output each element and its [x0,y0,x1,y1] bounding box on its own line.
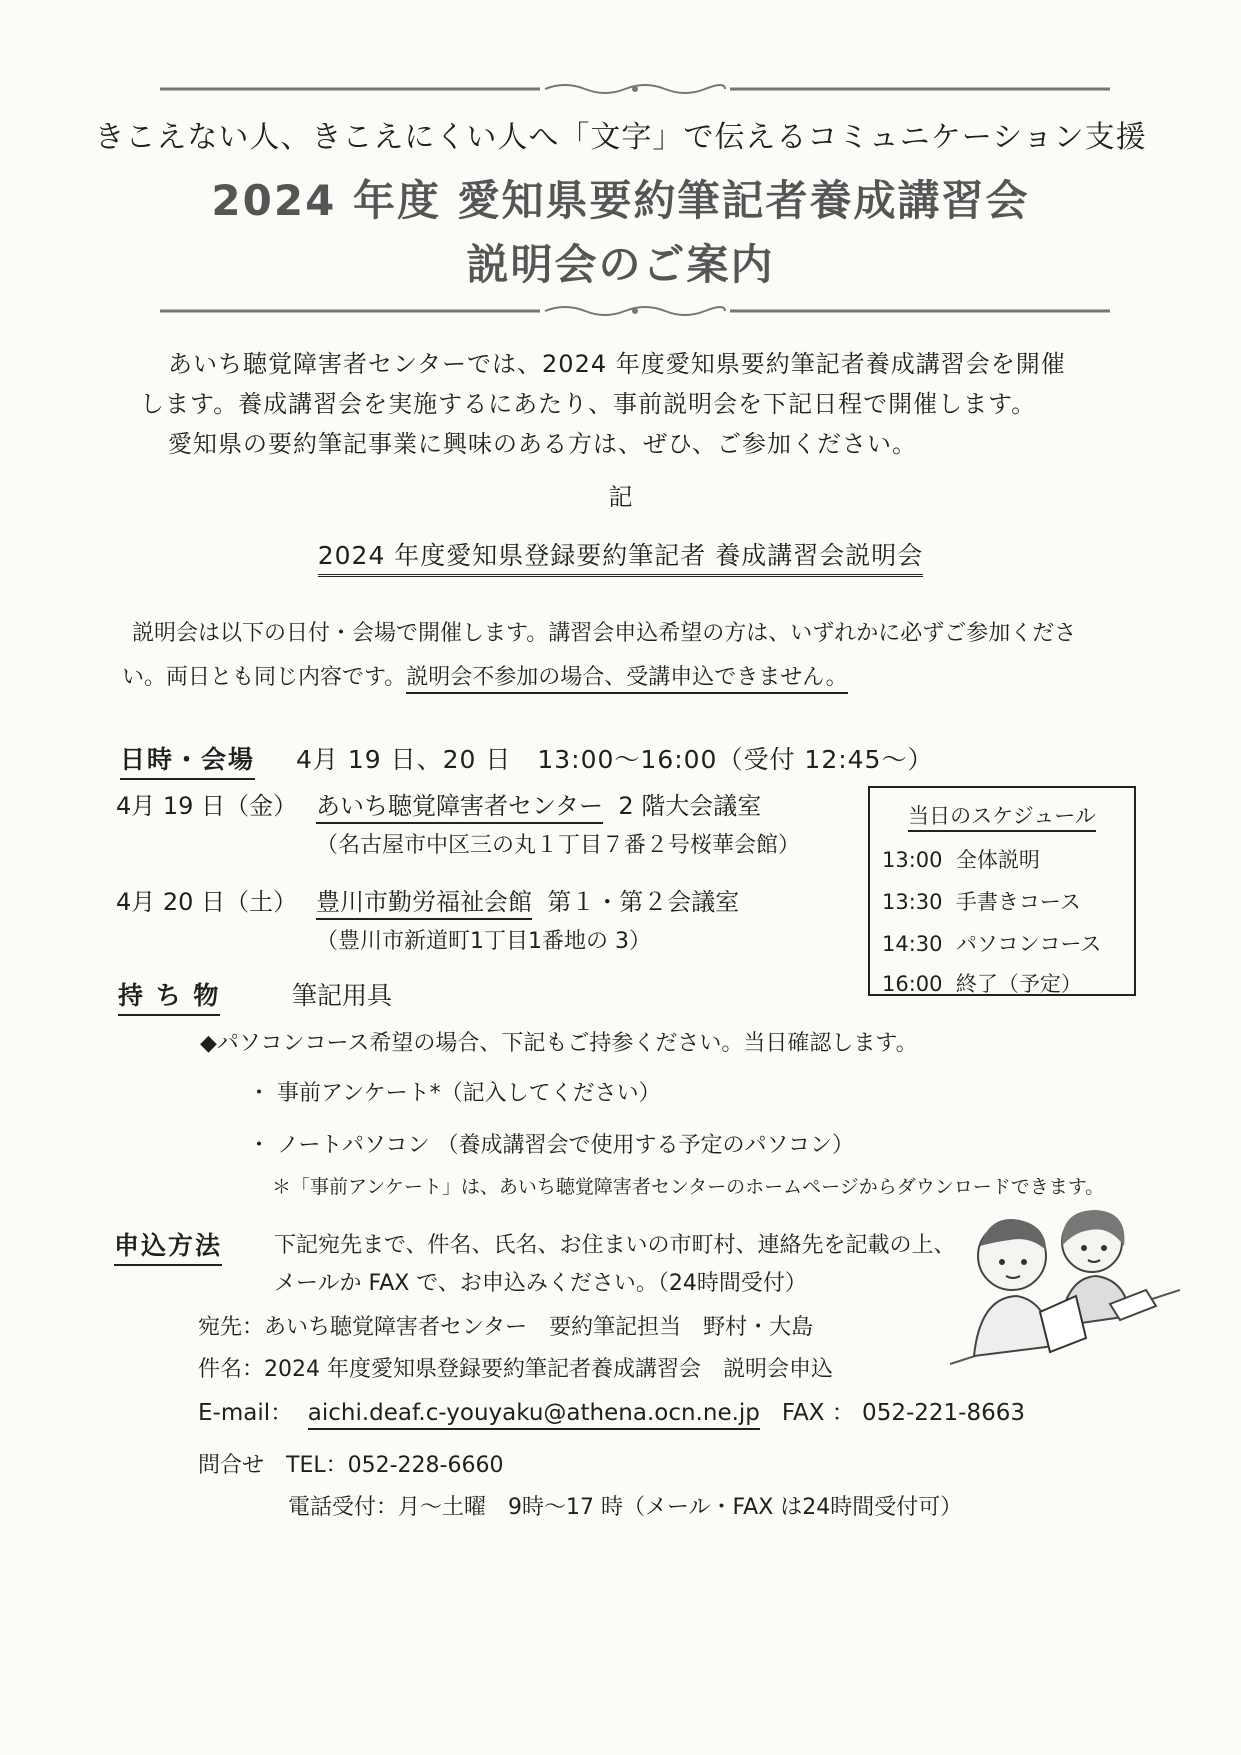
apply-line1: 下記宛先まで、件名、氏名、お住まいの市町村、連絡先を記載の上、 [274,1233,956,1258]
schedule-row: 13:00 全体説明 [882,848,1040,872]
day1-venue: あいち聴覚障害者センター 2 階大会議室 [316,786,761,821]
intro-line3: 愛知県の要約筆記事業に興味のある方は、ぜひ、ご参加ください。 [168,430,918,458]
day2-venue: 豊川市勤労福祉会館 第１・第２会議室 [316,882,739,917]
page-title-line1: 2024 年度 愛知県要約筆記者養成講習会 [211,176,1030,225]
subtitle: きこえない人、きこえにくい人へ「文字」で伝えるコミュニケーション支援 [94,120,1147,155]
datetime-summary: 4月 19 日、20 日 13:00～16:00（受付 12:45～） [296,745,934,774]
item-survey: ・ 事前アンケート*（記入してください） [248,1081,661,1106]
page-title-line2: 説明会のご案内 [466,240,775,289]
email-link[interactable]: aichi.deaf.c-youyaku@athena.ocn.ne.jp [308,1400,760,1430]
apply-line2: メールか FAX で、お申込みください。（24時間受付） [274,1271,807,1296]
day1-address: （名古屋市中区三の丸１丁目７番２号桜華会館） [316,833,801,858]
schedule-title: 当日のスケジュール [870,800,1134,830]
schedule-row: 16:00 終了（予定） [882,972,1082,996]
schedule-row: 13:30 手書きコース [882,890,1081,914]
people-with-laptop-illustration [950,1206,1180,1366]
survey-footnote: ＊「事前アンケート」は、あいち聴覚障害者センターのホームページからダウンロードできます。 [272,1176,1105,1198]
day1-date: 4月 19 日（金） [116,792,298,820]
belongings-value: 筆記用具 [292,981,393,1010]
contact-hours: 電話受付：月～土曜 9時～17 時（メール・FAX は24時間受付可） [288,1495,963,1520]
notice-line2: い。両日とも同じ内容です。説明会不参加の場合、受講申込できません。 [122,660,848,691]
bottom-ornament-rule [160,304,1110,318]
schedule-row: 14:30 パソコンコース [882,932,1102,956]
belongings-label: 持 ち 物 [118,976,220,1016]
fax-number: FAX ： 052-221-8663 [781,1400,1025,1426]
item-laptop: ・ ノートパソコン （養成講習会で使用する予定のパソコン） [248,1133,855,1158]
datetime-label: 日時・会場 [120,740,255,780]
email-row: E-mail： aichi.deaf.c-youyaku@athena.ocn.ne.jp FAX ： 052-221-8663 [198,1394,1025,1427]
section-title: 2024 年度愛知県登録要約筆記者 養成講習会説明会 [0,536,1241,572]
apply-label: 申込方法 [114,1226,222,1266]
notice-line1: 説明会は以下の日付・会場で開催します。講習会申込希望の方は、いずれかに必ずご参加くださ [132,621,1077,646]
day2-address: （豊川市新道町1丁目1番地の 3） [316,929,651,954]
top-ornament-rule [160,82,1110,96]
intro-line2: します。養成講習会を実施するにあたり、事前説明会を下記日程で開催します。 [140,390,1037,418]
day2-date: 4月 20 日（土） [116,888,298,916]
apply-subject: 件名：2024 年度愛知県登録要約筆記者養成講習会 説明会申込 [198,1357,833,1382]
pc-course-note: ◆パソコンコース希望の場合、下記もご持参ください。当日確認します。 [200,1031,918,1056]
apply-to: 宛先：あいち聴覚障害者センター 要約筆記担当 野村・大島 [198,1315,814,1340]
intro-line1: あいち聴覚障害者センターでは、2024 年度愛知県要約筆記者養成講習会を開催 [168,350,1066,378]
contact-tel: 問合せ TEL：052-228-6660 [198,1453,504,1478]
notice-warning: 説明会不参加の場合、受講申込できません。 [406,665,847,694]
schedule-box [868,786,1136,996]
ki-marker: 記 [608,483,633,511]
